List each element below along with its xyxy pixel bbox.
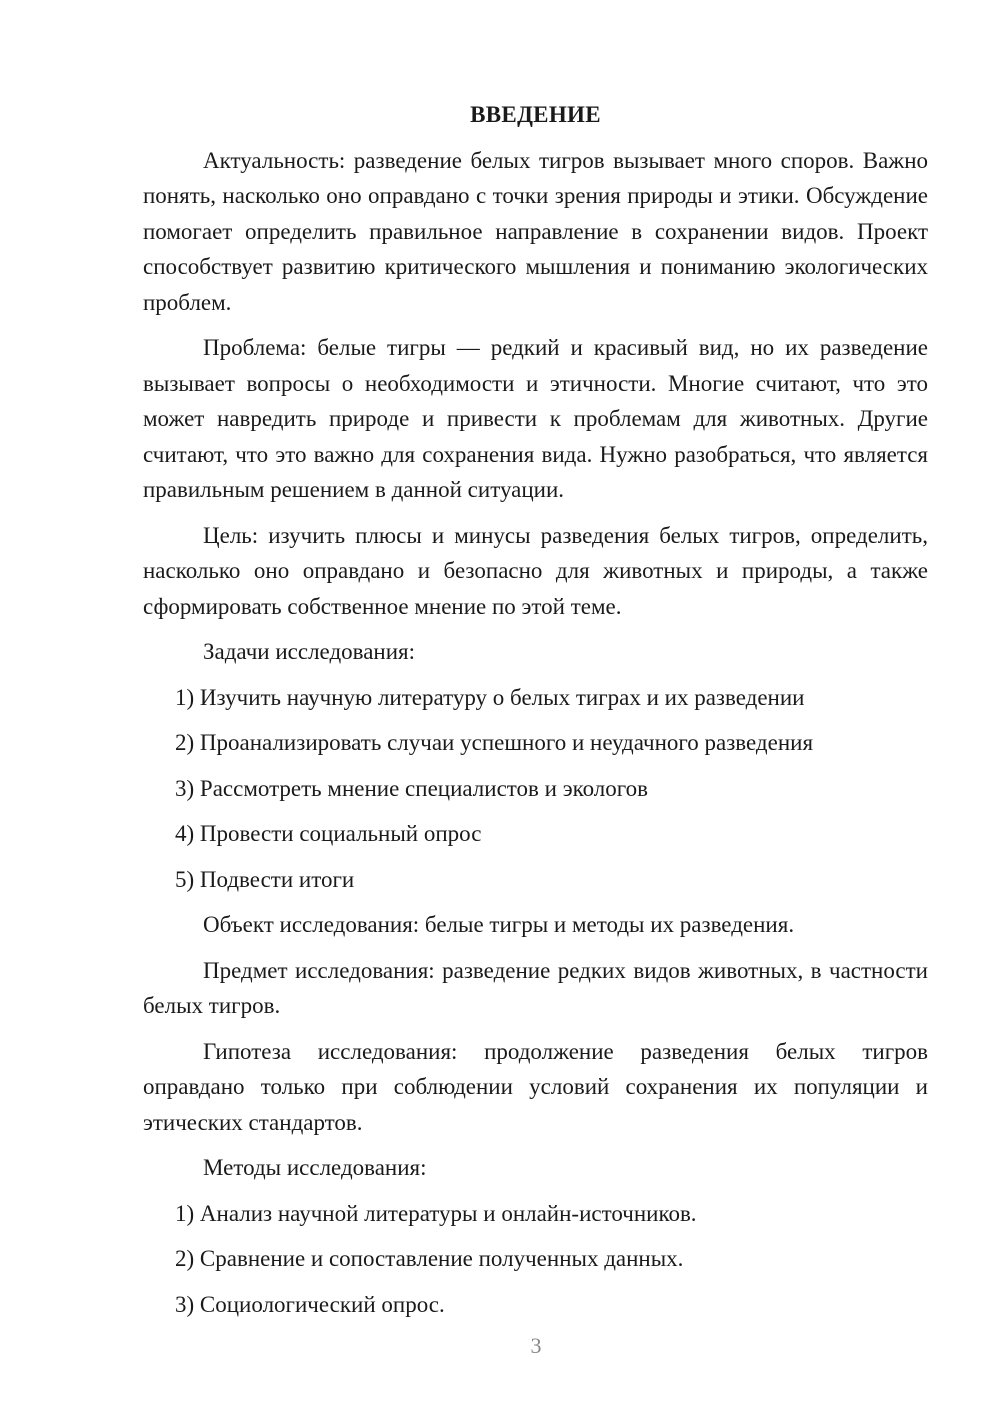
hypothesis-paragraph: Гипотеза исследования: продолжение разведения белых тигров оправдано только при соблюдении условий сохранения их популяции и этических стандартов. xyxy=(143,1038,928,1135)
subject-paragraph: Предмет исследования: разведение редких видов животных, в частности белых тигров. xyxy=(143,957,928,1018)
list-item: 2) Сравнение и сопоставление полученных данных. xyxy=(175,1246,684,1271)
list-item: 1) Анализ научной литературы и онлайн-источников. xyxy=(175,1200,697,1226)
list-item: 4) Провести социальный опрос xyxy=(175,821,482,846)
methods-list xyxy=(143,1196,928,1323)
relevance-paragraph: Актуальность: разведение белых тигров вызывает много споров. Важно понять, насколько оно оправдано с точки зрения природы и этики. Обсуждение помогает определить правильное направление в сохранении видов. Проект способствует развитию критического мышления и пониманию экологических проблем. xyxy=(143,147,928,315)
object-paragraph: Объект исследования: белые тигры и методы их разведения. xyxy=(203,912,795,937)
list-item: 2) Проанализировать случаи успешного и неудачного разведения xyxy=(175,730,814,755)
tasks-list xyxy=(143,680,928,898)
list-item: 3) Социологический опрос. xyxy=(175,1291,445,1317)
list-item: 1) Изучить научную литературу о белых тиграх и их разведении xyxy=(175,684,805,710)
goal-paragraph: Цель: изучить плюсы и минусы разведения белых тигров, определить, насколько оно оправдано и безопасно для животных и природы, а также сформировать собственное мнение по этой теме. xyxy=(143,522,928,619)
page-number: 3 xyxy=(530,1333,542,1358)
problem-paragraph: Проблема: белые тигры — редкий и красивый вид, но их разведение вызывает вопросы о необходимости и этичности. Многие считают, что это может навредить природе и привести к проблемам для животных. Другие считают, что это важно для сохранения вида. Нужно разобраться, что является правильным решением в данной ситуации. xyxy=(143,335,928,502)
list-item: 5) Подвести итоги xyxy=(175,866,355,892)
page-content xyxy=(143,97,928,1332)
tasks-heading: Задачи исследования: xyxy=(203,639,416,664)
page-title: ВВЕДЕНИЕ xyxy=(470,102,601,127)
list-item: 3) Рассмотреть мнение специалистов и экологов xyxy=(175,775,648,801)
methods-heading: Методы исследования: xyxy=(203,1155,427,1180)
